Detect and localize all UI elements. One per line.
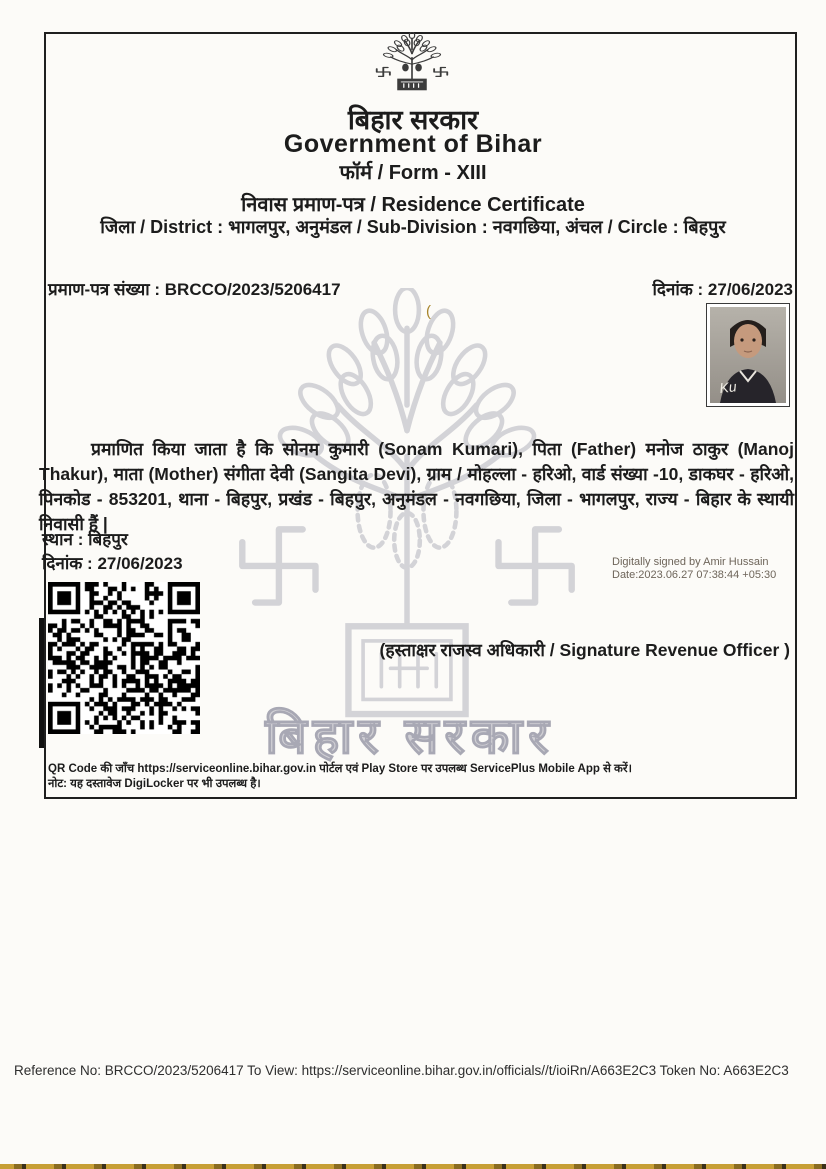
signature-revenue-officer-line: (हस्ताक्षर राजस्व अधिकारी / Signature Revenue Officer ) — [379, 640, 790, 660]
certificate-number-label: प्रमाण-पत्र संख्या : — [48, 280, 165, 299]
district-subdivision-circle-line: जिला / District : भागलपुर, अनुमंडल / Sub-Division : नवगछिया, अंचल / Circle : बिहपुर — [100, 217, 726, 237]
scan-ink-artifact: ( — [426, 303, 431, 320]
issue-date-label: दिनांक : — [652, 280, 708, 299]
date-value: 27/06/2023 — [97, 554, 183, 573]
issue-date — [652, 277, 793, 300]
qr-note-line2: नोट: यह दस्तावेज DigiLocker पर भी उपलब्ध है। — [48, 778, 261, 790]
qr-verification-note — [48, 762, 632, 792]
applicant-photo — [706, 303, 790, 407]
qr-code — [48, 582, 200, 734]
gov-title-hindi: बिहार सरकार — [347, 105, 479, 135]
place-label: स्थान : — [42, 530, 89, 549]
qr-note-line1: QR Code की जाँच https://serviceonline.bihar.gov.in पोर्टल एवं Play Store पर उपलब्ध ServicePlus Mobile App से करें। — [48, 763, 632, 775]
certificate-title: निवास प्रमाण-पत्र / Residence Certificate — [241, 194, 585, 216]
digital-signature-line2: Date:2023.06.27 07:38:44 +05:30 — [612, 569, 777, 581]
reference-line: Reference No: BRCCO/2023/5206417 To View: https://serviceonline.bihar.gov.in/officials//t/ioiRn/A663E2C3 Token No: A663E2C3 — [14, 1063, 789, 1078]
qr-code-canvas — [48, 582, 200, 734]
scanner-edge-strip — [0, 1164, 826, 1169]
date-line — [42, 551, 183, 574]
digital-signature-block — [612, 556, 776, 582]
date-label: दिनांक : — [42, 554, 98, 573]
digital-signature-line1: Digitally signed by Amir Hussain — [612, 556, 769, 568]
body-paragraph: प्रमाणित किया जाता है कि सोनम कुमारी (Sonam Kumari), पिता (Father) मनोज ठाकुर (Manoj Thakur), माता (Mother) संगीता देवी (Sangita Devi), ग्राम / मोहल्ला - हरिओ, वार्ड संख्या -10, डाकघर - हरिओ, पिनकोड - 853201, थाना - बिहपुर, प्रखंड - बिहपुर, अनुमंडल - नवगछिया, जिला - भागलपुर, राज्य - बिहार के स्थायी निवासी हैं | — [39, 439, 795, 534]
issue-date-value: 27/06/2023 — [707, 280, 793, 299]
watermark-text: बिहार सरकार — [265, 708, 555, 764]
gov-title-english: Government of Bihar — [283, 130, 543, 158]
certificate-number-value: BRCCO/2023/5206417 — [164, 280, 341, 299]
place-value: बिहपुर — [88, 530, 128, 549]
place-line — [42, 527, 128, 550]
certificate-number — [48, 277, 341, 300]
bihar-emblem-logo — [371, 32, 453, 100]
form-number-line: फॉर्म / Form - XIII — [339, 162, 487, 184]
applicant-photo-image — [710, 307, 786, 403]
scan-border-artifact — [39, 618, 44, 748]
photo-overlay-text: Ku — [718, 378, 738, 396]
